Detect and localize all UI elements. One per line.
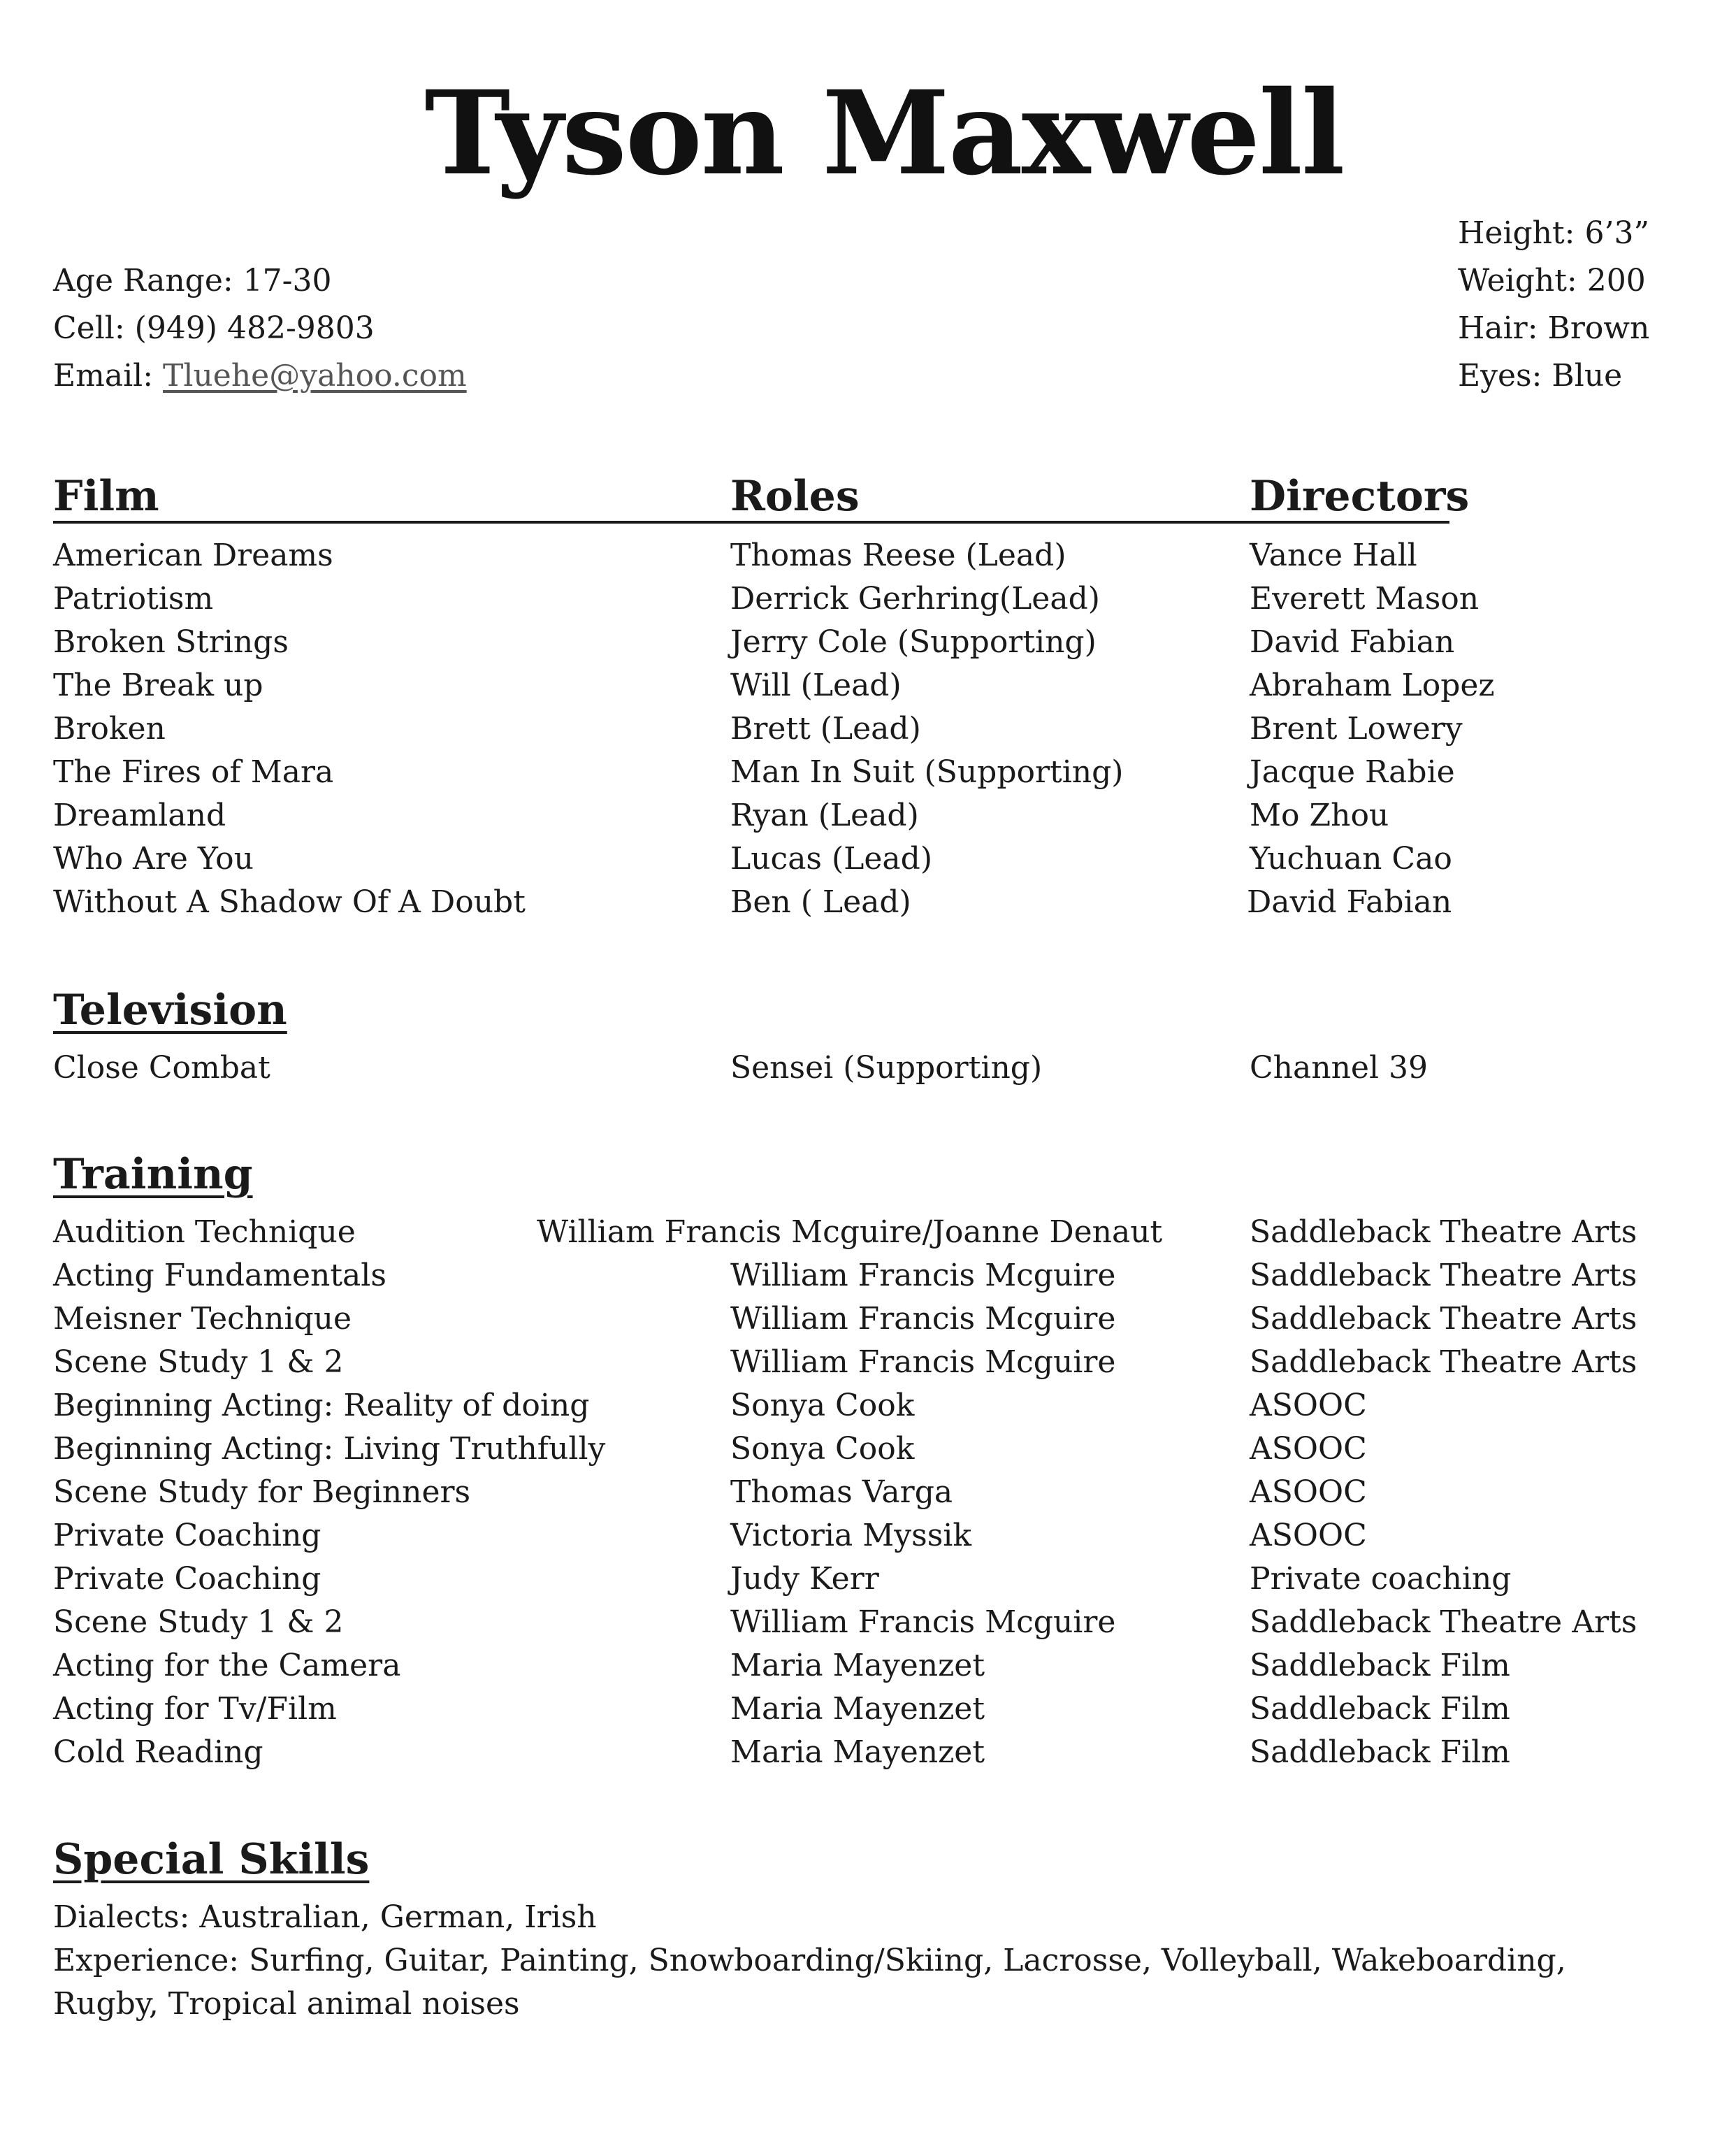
- training-course: Scene Study for Beginners: [53, 1474, 471, 1510]
- film-header: [53, 468, 1470, 524]
- training-school: ASOOC: [1250, 1431, 1367, 1467]
- training-instructor: Judy Kerr: [730, 1561, 879, 1597]
- training-instructor: Sonya Cook: [730, 1388, 915, 1423]
- page-title: Tyson Maxwell: [424, 65, 1344, 201]
- training-school: Saddleback Theatre Arts: [1250, 1301, 1637, 1337]
- table-row: [0, 1514, 1736, 1558]
- email-label: Email:: [53, 358, 164, 394]
- table-row: [0, 794, 1736, 837]
- experience: Experience: Surfing, Guitar, Painting, Snowboarding/Skiing, Lacrosse, Volleyball, Wakeboarding, Rugby, Tropical animal noises: [53, 1943, 1566, 2022]
- training-heading: Training: [53, 1150, 253, 1199]
- table-row: [0, 621, 1736, 664]
- training-instructor: Maria Mayenzet: [730, 1648, 985, 1683]
- film-role: Ryan (Lead): [730, 798, 919, 833]
- roles-heading: Roles: [730, 472, 860, 521]
- film-title: The Break up: [53, 668, 263, 703]
- special-skills: [53, 1896, 1661, 2026]
- training-course: Beginning Acting: Reality of doing: [53, 1388, 590, 1423]
- film-title: Broken Strings: [53, 624, 289, 660]
- training-instructor: Maria Mayenzet: [730, 1691, 985, 1727]
- table-row: [0, 1601, 1736, 1644]
- training-school: Saddleback Theatre Arts: [1250, 1344, 1637, 1380]
- film-director: Abraham Lopez: [1250, 668, 1495, 703]
- tv-title: Close Combat: [53, 1050, 270, 1086]
- training-school: ASOOC: [1250, 1518, 1367, 1553]
- training-school: ASOOC: [1250, 1388, 1367, 1423]
- table-row: [0, 1731, 1736, 1774]
- dialects: Dialects: Australian, German, Irish: [53, 1899, 597, 1935]
- film-role: Derrick Gerhring(Lead): [730, 581, 1100, 617]
- eyes: Eyes: Blue: [1458, 358, 1623, 394]
- training-instructor: William Francis Mcguire: [730, 1344, 1116, 1380]
- film-role: Will (Lead): [730, 668, 902, 703]
- weight: Weight: 200: [1458, 263, 1646, 298]
- film-role: Jerry Cole (Supporting): [730, 624, 1097, 660]
- tv-role: Sensei (Supporting): [730, 1050, 1043, 1086]
- training-instructor: William Francis Mcguire: [730, 1258, 1116, 1293]
- training-course: Acting for the Camera: [53, 1648, 401, 1683]
- training-course: Meisner Technique: [53, 1301, 352, 1337]
- training-school: Saddleback Film: [1250, 1691, 1510, 1727]
- training-course: Audition Technique: [53, 1214, 356, 1250]
- training-course: Cold Reading: [53, 1734, 263, 1770]
- training-course: Beginning Acting: Living Truthfully: [53, 1431, 606, 1467]
- table-row: [0, 837, 1736, 881]
- film-director: David Fabian: [1247, 884, 1452, 920]
- training-instructor: Thomas Varga: [730, 1474, 953, 1510]
- training-school: Saddleback Theatre Arts: [1250, 1214, 1637, 1250]
- table-row: [0, 707, 1736, 751]
- training-course: Acting Fundamentals: [53, 1258, 386, 1293]
- film-director: Jacque Rabie: [1250, 754, 1455, 790]
- table-row: [0, 664, 1736, 707]
- training-instructor: William Francis Mcguire/Joanne Denaut: [537, 1214, 1163, 1250]
- training-school: ASOOC: [1250, 1474, 1367, 1510]
- training-course: Scene Study 1 & 2: [53, 1344, 344, 1380]
- film-title: Broken: [53, 711, 166, 747]
- height: Height: 6’3”: [1458, 215, 1649, 251]
- film-director: Everett Mason: [1250, 581, 1480, 617]
- training-course: Private Coaching: [53, 1561, 321, 1597]
- tv-network: Channel 39: [1250, 1050, 1428, 1086]
- age-range: Age Range: 17-30: [53, 263, 332, 298]
- contact-info: [53, 257, 467, 400]
- training-instructor: Sonya Cook: [730, 1431, 915, 1467]
- table-row: [0, 1046, 1736, 1090]
- hair: Hair: Brown: [1458, 310, 1650, 346]
- table-row: [0, 1558, 1736, 1601]
- table-row: [0, 1471, 1736, 1514]
- television-table: [0, 1046, 1736, 1090]
- film-title: Who Are You: [53, 841, 254, 877]
- film-director: Mo Zhou: [1250, 798, 1389, 833]
- training-school: Private coaching: [1250, 1561, 1512, 1597]
- film-role: Man In Suit (Supporting): [730, 754, 1124, 790]
- film-title: Patriotism: [53, 581, 214, 617]
- table-row: [0, 577, 1736, 621]
- film-director: Brent Lowery: [1250, 711, 1463, 747]
- film-role: Ben ( Lead): [730, 884, 911, 920]
- training-school: Saddleback Theatre Arts: [1250, 1604, 1637, 1640]
- training-school: Saddleback Theatre Arts: [1250, 1258, 1637, 1293]
- email-link[interactable]: Tluehe@yahoo.com: [163, 358, 467, 394]
- training-instructor: William Francis Mcguire: [730, 1301, 1116, 1337]
- training-instructor: William Francis Mcguire: [730, 1604, 1116, 1640]
- table-row: [0, 1427, 1736, 1471]
- email-line: [53, 352, 467, 400]
- film-title: Dreamland: [53, 798, 226, 833]
- film-role: Thomas Reese (Lead): [730, 538, 1066, 573]
- training-table: [0, 1211, 1736, 1774]
- table-row: [0, 1211, 1736, 1254]
- training-course: Scene Study 1 & 2: [53, 1604, 344, 1640]
- training-instructor: Maria Mayenzet: [730, 1734, 985, 1770]
- cell-phone: Cell: (949) 482-9803: [53, 310, 375, 346]
- film-header-rule: [53, 521, 1449, 524]
- table-row: [0, 1341, 1736, 1384]
- training-course: Acting for Tv/Film: [53, 1691, 337, 1727]
- film-director: Yuchuan Cao: [1250, 841, 1452, 877]
- training-school: Saddleback Film: [1250, 1648, 1510, 1683]
- directors-heading: Directors: [1250, 472, 1470, 521]
- training-instructor: Victoria Myssik: [730, 1518, 972, 1553]
- film-director: David Fabian: [1250, 624, 1455, 660]
- training-course: Private Coaching: [53, 1518, 321, 1553]
- table-row: [0, 881, 1736, 924]
- physical-stats: [1458, 210, 1649, 400]
- film-title: American Dreams: [53, 538, 333, 573]
- table-row: [0, 751, 1736, 794]
- film-table: [0, 534, 1736, 924]
- table-row: [0, 534, 1736, 577]
- film-title: The Fires of Mara: [53, 754, 334, 790]
- film-role: Brett (Lead): [730, 711, 921, 747]
- film-director: Vance Hall: [1250, 538, 1417, 573]
- training-school: Saddleback Film: [1250, 1734, 1510, 1770]
- table-row: [0, 1688, 1736, 1731]
- table-row: [0, 1644, 1736, 1688]
- table-row: [0, 1384, 1736, 1427]
- film-heading: Film: [53, 472, 159, 521]
- table-row: [0, 1297, 1736, 1341]
- film-title: Without A Shadow Of A Doubt: [53, 884, 526, 920]
- television-heading: Television: [53, 986, 287, 1035]
- table-row: [0, 1254, 1736, 1297]
- film-role: Lucas (Lead): [730, 841, 932, 877]
- special-skills-heading: Special Skills: [53, 1835, 370, 1884]
